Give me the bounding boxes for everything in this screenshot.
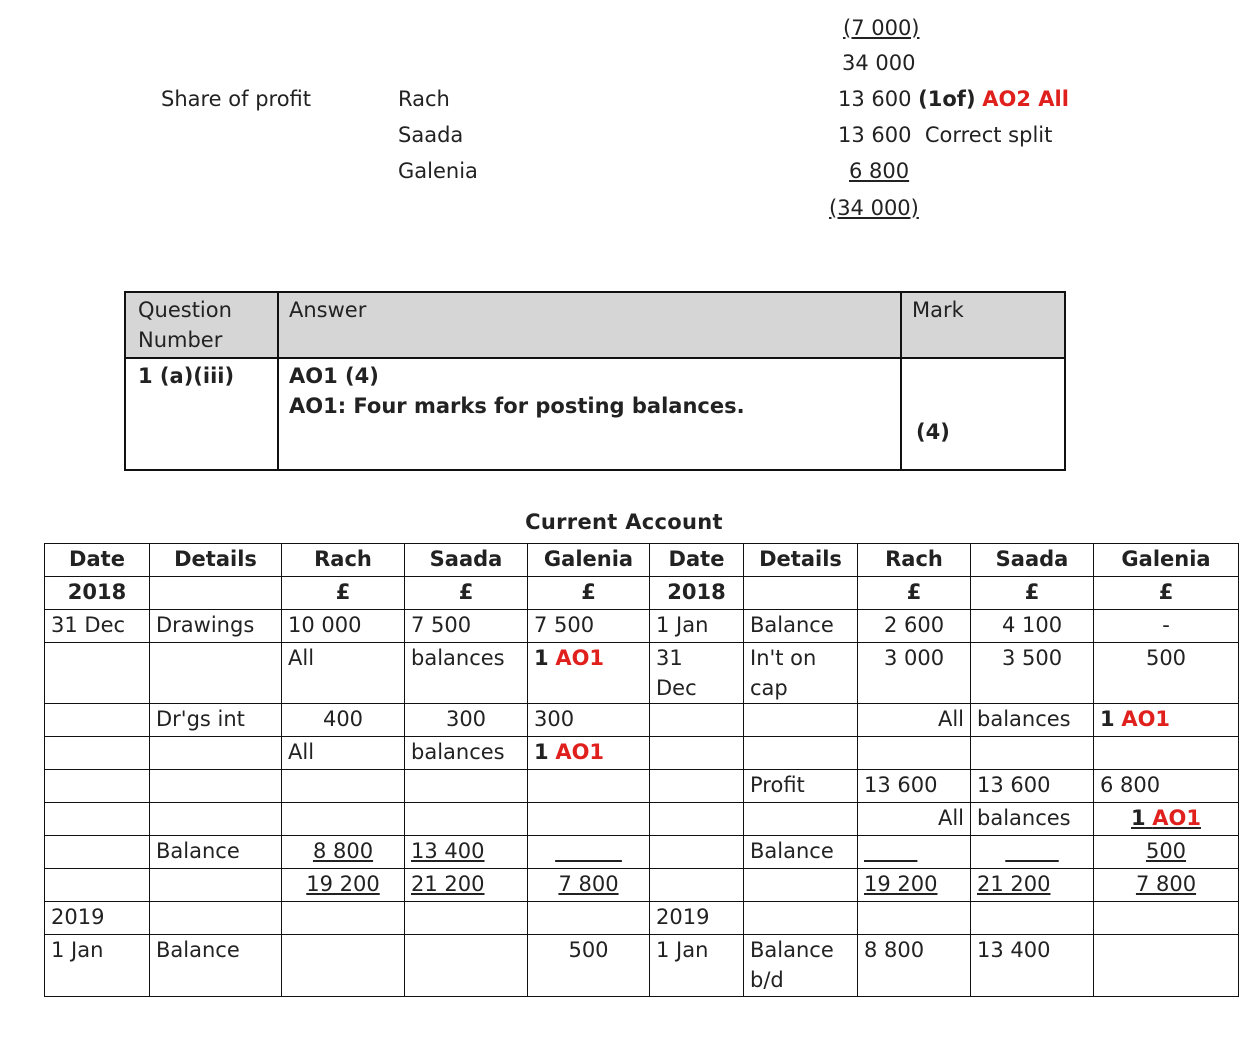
table-cell: 13 400 <box>405 836 528 869</box>
table-cell: 7 500 <box>405 610 528 643</box>
header-galenia-cr: Galenia <box>1094 544 1239 577</box>
table-cell: All <box>858 803 971 836</box>
table-cell: 2 600 <box>858 610 971 643</box>
table-cell <box>650 836 744 869</box>
table-cell <box>45 803 150 836</box>
year-cr: 2018 <box>650 577 744 610</box>
table-cell: 500 <box>1094 836 1239 869</box>
correct-split-note: Correct split <box>924 123 1053 147</box>
header-details-dr: Details <box>150 544 282 577</box>
table-cell: 3 500 <box>971 643 1094 704</box>
table-cell <box>45 869 150 902</box>
table-cell: 10 000 <box>282 610 405 643</box>
table-cell: 6 800 <box>1094 770 1239 803</box>
table-cell: balances <box>405 737 528 770</box>
table-cell <box>744 869 858 902</box>
table-cell <box>650 770 744 803</box>
table-cell <box>744 704 858 737</box>
table-cell <box>405 902 528 935</box>
table-row <box>45 902 1239 935</box>
answer-description: AO1: Four marks for posting balances. <box>289 394 745 418</box>
table-cell: 400 <box>282 704 405 737</box>
partner-name-galenia: Galenia <box>398 159 478 183</box>
table-cell <box>150 902 282 935</box>
table-cell: 4 100 <box>971 610 1094 643</box>
table-cell: Balance b/d <box>744 935 858 997</box>
mark-cell: 1 AO1 <box>1094 803 1239 836</box>
currency-rach-dr: £ <box>282 577 405 610</box>
table-cell <box>744 803 858 836</box>
mark-cell: 1 AO1 <box>1094 704 1239 737</box>
partner-share-rach: 13 600 (1of) AO2 All <box>838 87 1069 111</box>
table-header-row <box>45 544 1239 577</box>
header-date-cr: Date <box>650 544 744 577</box>
table-cell <box>150 770 282 803</box>
table-cell <box>650 737 744 770</box>
table-cell: Balance <box>150 836 282 869</box>
own-figure-note: (1of) <box>918 87 976 111</box>
header-saada-dr: Saada <box>405 544 528 577</box>
currency-galenia-dr: £ <box>528 577 650 610</box>
table-row <box>45 803 1239 836</box>
table-subheader-row <box>45 577 1239 610</box>
table-cell: All <box>282 643 405 704</box>
amount-residual-profit: 34 000 <box>842 51 916 75</box>
partner-name-saada: Saada <box>398 123 464 147</box>
table-cell <box>45 836 150 869</box>
question-number-header: Question Number <box>138 298 232 352</box>
table-row <box>45 737 1239 770</box>
header-rach-cr: Rach <box>858 544 971 577</box>
table-cell: 21 200 <box>971 869 1094 902</box>
table-cell <box>45 643 150 704</box>
table-cell <box>150 577 282 610</box>
table-cell <box>150 643 282 704</box>
table-cell <box>1094 935 1239 997</box>
table-row <box>45 770 1239 803</box>
table-cell <box>650 704 744 737</box>
table-cell <box>971 902 1094 935</box>
table-cell: Dr'gs int <box>150 704 282 737</box>
table-cell <box>971 737 1094 770</box>
table-cell <box>405 935 528 997</box>
currency-galenia-cr: £ <box>1094 577 1239 610</box>
table-row <box>45 935 1239 997</box>
table-cell: 1 Jan <box>650 935 744 997</box>
table-cell: Balance <box>150 935 282 997</box>
table-cell <box>282 935 405 997</box>
question-mark-table <box>124 291 1066 471</box>
table-cell: 3 000 <box>858 643 971 704</box>
table-cell <box>282 902 405 935</box>
table-cell <box>528 803 650 836</box>
mark-value: (4) <box>916 420 950 444</box>
table-cell: 19 200 <box>858 869 971 902</box>
table-cell <box>150 803 282 836</box>
table-cell <box>744 902 858 935</box>
table-cell <box>282 803 405 836</box>
current-account-title: Current Account <box>525 510 723 534</box>
table-cell <box>744 577 858 610</box>
partner-share-saada: 13 600 Correct split <box>838 123 1053 147</box>
table-row <box>45 869 1239 902</box>
share-of-profit-label: Share of profit <box>161 87 312 111</box>
current-account-table <box>44 543 1239 997</box>
currency-rach-cr: £ <box>858 577 971 610</box>
column-divider <box>277 293 279 469</box>
table-cell <box>744 737 858 770</box>
table-cell <box>405 770 528 803</box>
table-cell: 13 600 <box>971 770 1094 803</box>
table-cell <box>971 836 1094 869</box>
table-cell: 2019 <box>45 902 150 935</box>
table-cell: Balance <box>744 610 858 643</box>
table-cell <box>650 869 744 902</box>
table-cell: 500 <box>528 935 650 997</box>
table-cell: 300 <box>405 704 528 737</box>
table-cell: 31 Dec <box>650 643 744 704</box>
table-cell: 13 400 <box>971 935 1094 997</box>
table-cell: 8 800 <box>858 935 971 997</box>
mark-header: Mark <box>912 298 964 322</box>
column-divider <box>900 293 902 469</box>
table-cell: 8 800 <box>282 836 405 869</box>
table-cell: 1 Jan <box>45 935 150 997</box>
partner-name-rach: Rach <box>398 87 450 111</box>
table-cell: In't on cap <box>744 643 858 704</box>
partner-share-galenia: 6 800 <box>849 159 910 183</box>
table-cell <box>858 902 971 935</box>
table-cell <box>858 836 971 869</box>
total-profit-shared: (34 000) <box>829 196 919 220</box>
table-cell <box>45 704 150 737</box>
table-cell <box>528 902 650 935</box>
table-cell: - <box>1094 610 1239 643</box>
table-cell: 7 800 <box>528 869 650 902</box>
table-cell <box>150 869 282 902</box>
table-cell <box>1094 737 1239 770</box>
table-cell: 31 Dec <box>45 610 150 643</box>
table-cell <box>150 737 282 770</box>
table-cell: balances <box>971 803 1094 836</box>
table-row <box>45 704 1239 737</box>
table-cell <box>528 836 650 869</box>
table-cell: All <box>282 737 405 770</box>
table-cell: balances <box>971 704 1094 737</box>
header-saada-cr: Saada <box>971 544 1094 577</box>
currency-saada-dr: £ <box>405 577 528 610</box>
amount-interest-deducted: (7 000) <box>843 16 920 40</box>
table-cell: Drawings <box>150 610 282 643</box>
table-cell <box>45 770 150 803</box>
table-cell: Balance <box>744 836 858 869</box>
year-dr: 2018 <box>45 577 150 610</box>
table-cell: 21 200 <box>405 869 528 902</box>
table-row <box>45 610 1239 643</box>
table-cell: 500 <box>1094 643 1239 704</box>
mark-cell: 1 AO1 <box>528 737 650 770</box>
table-cell <box>650 803 744 836</box>
table-cell: balances <box>405 643 528 704</box>
table-cell <box>405 803 528 836</box>
table-cell: 2019 <box>650 902 744 935</box>
table-cell: All <box>858 704 971 737</box>
table-cell <box>282 770 405 803</box>
table-cell: 13 600 <box>858 770 971 803</box>
table-cell: 19 200 <box>282 869 405 902</box>
table-cell <box>1094 902 1239 935</box>
header-date-dr: Date <box>45 544 150 577</box>
header-galenia-dr: Galenia <box>528 544 650 577</box>
table-cell: Profit <box>744 770 858 803</box>
answer-header: Answer <box>289 298 367 322</box>
question-number: 1 (a)(iii) <box>138 364 235 388</box>
table-cell <box>528 770 650 803</box>
answer-ao1: AO1 (4) <box>289 364 379 388</box>
table-row <box>45 643 1239 704</box>
table-cell: 7 800 <box>1094 869 1239 902</box>
header-rach-dr: Rach <box>282 544 405 577</box>
table-cell <box>858 737 971 770</box>
assessment-objective-note: AO2 All <box>982 87 1069 111</box>
table-cell: 300 <box>528 704 650 737</box>
mark-cell: 1 AO1 <box>528 643 650 704</box>
table-cell: 7 500 <box>528 610 650 643</box>
header-details-cr: Details <box>744 544 858 577</box>
table-row <box>45 836 1239 869</box>
table-cell: 1 Jan <box>650 610 744 643</box>
table-cell <box>45 737 150 770</box>
currency-saada-cr: £ <box>971 577 1094 610</box>
